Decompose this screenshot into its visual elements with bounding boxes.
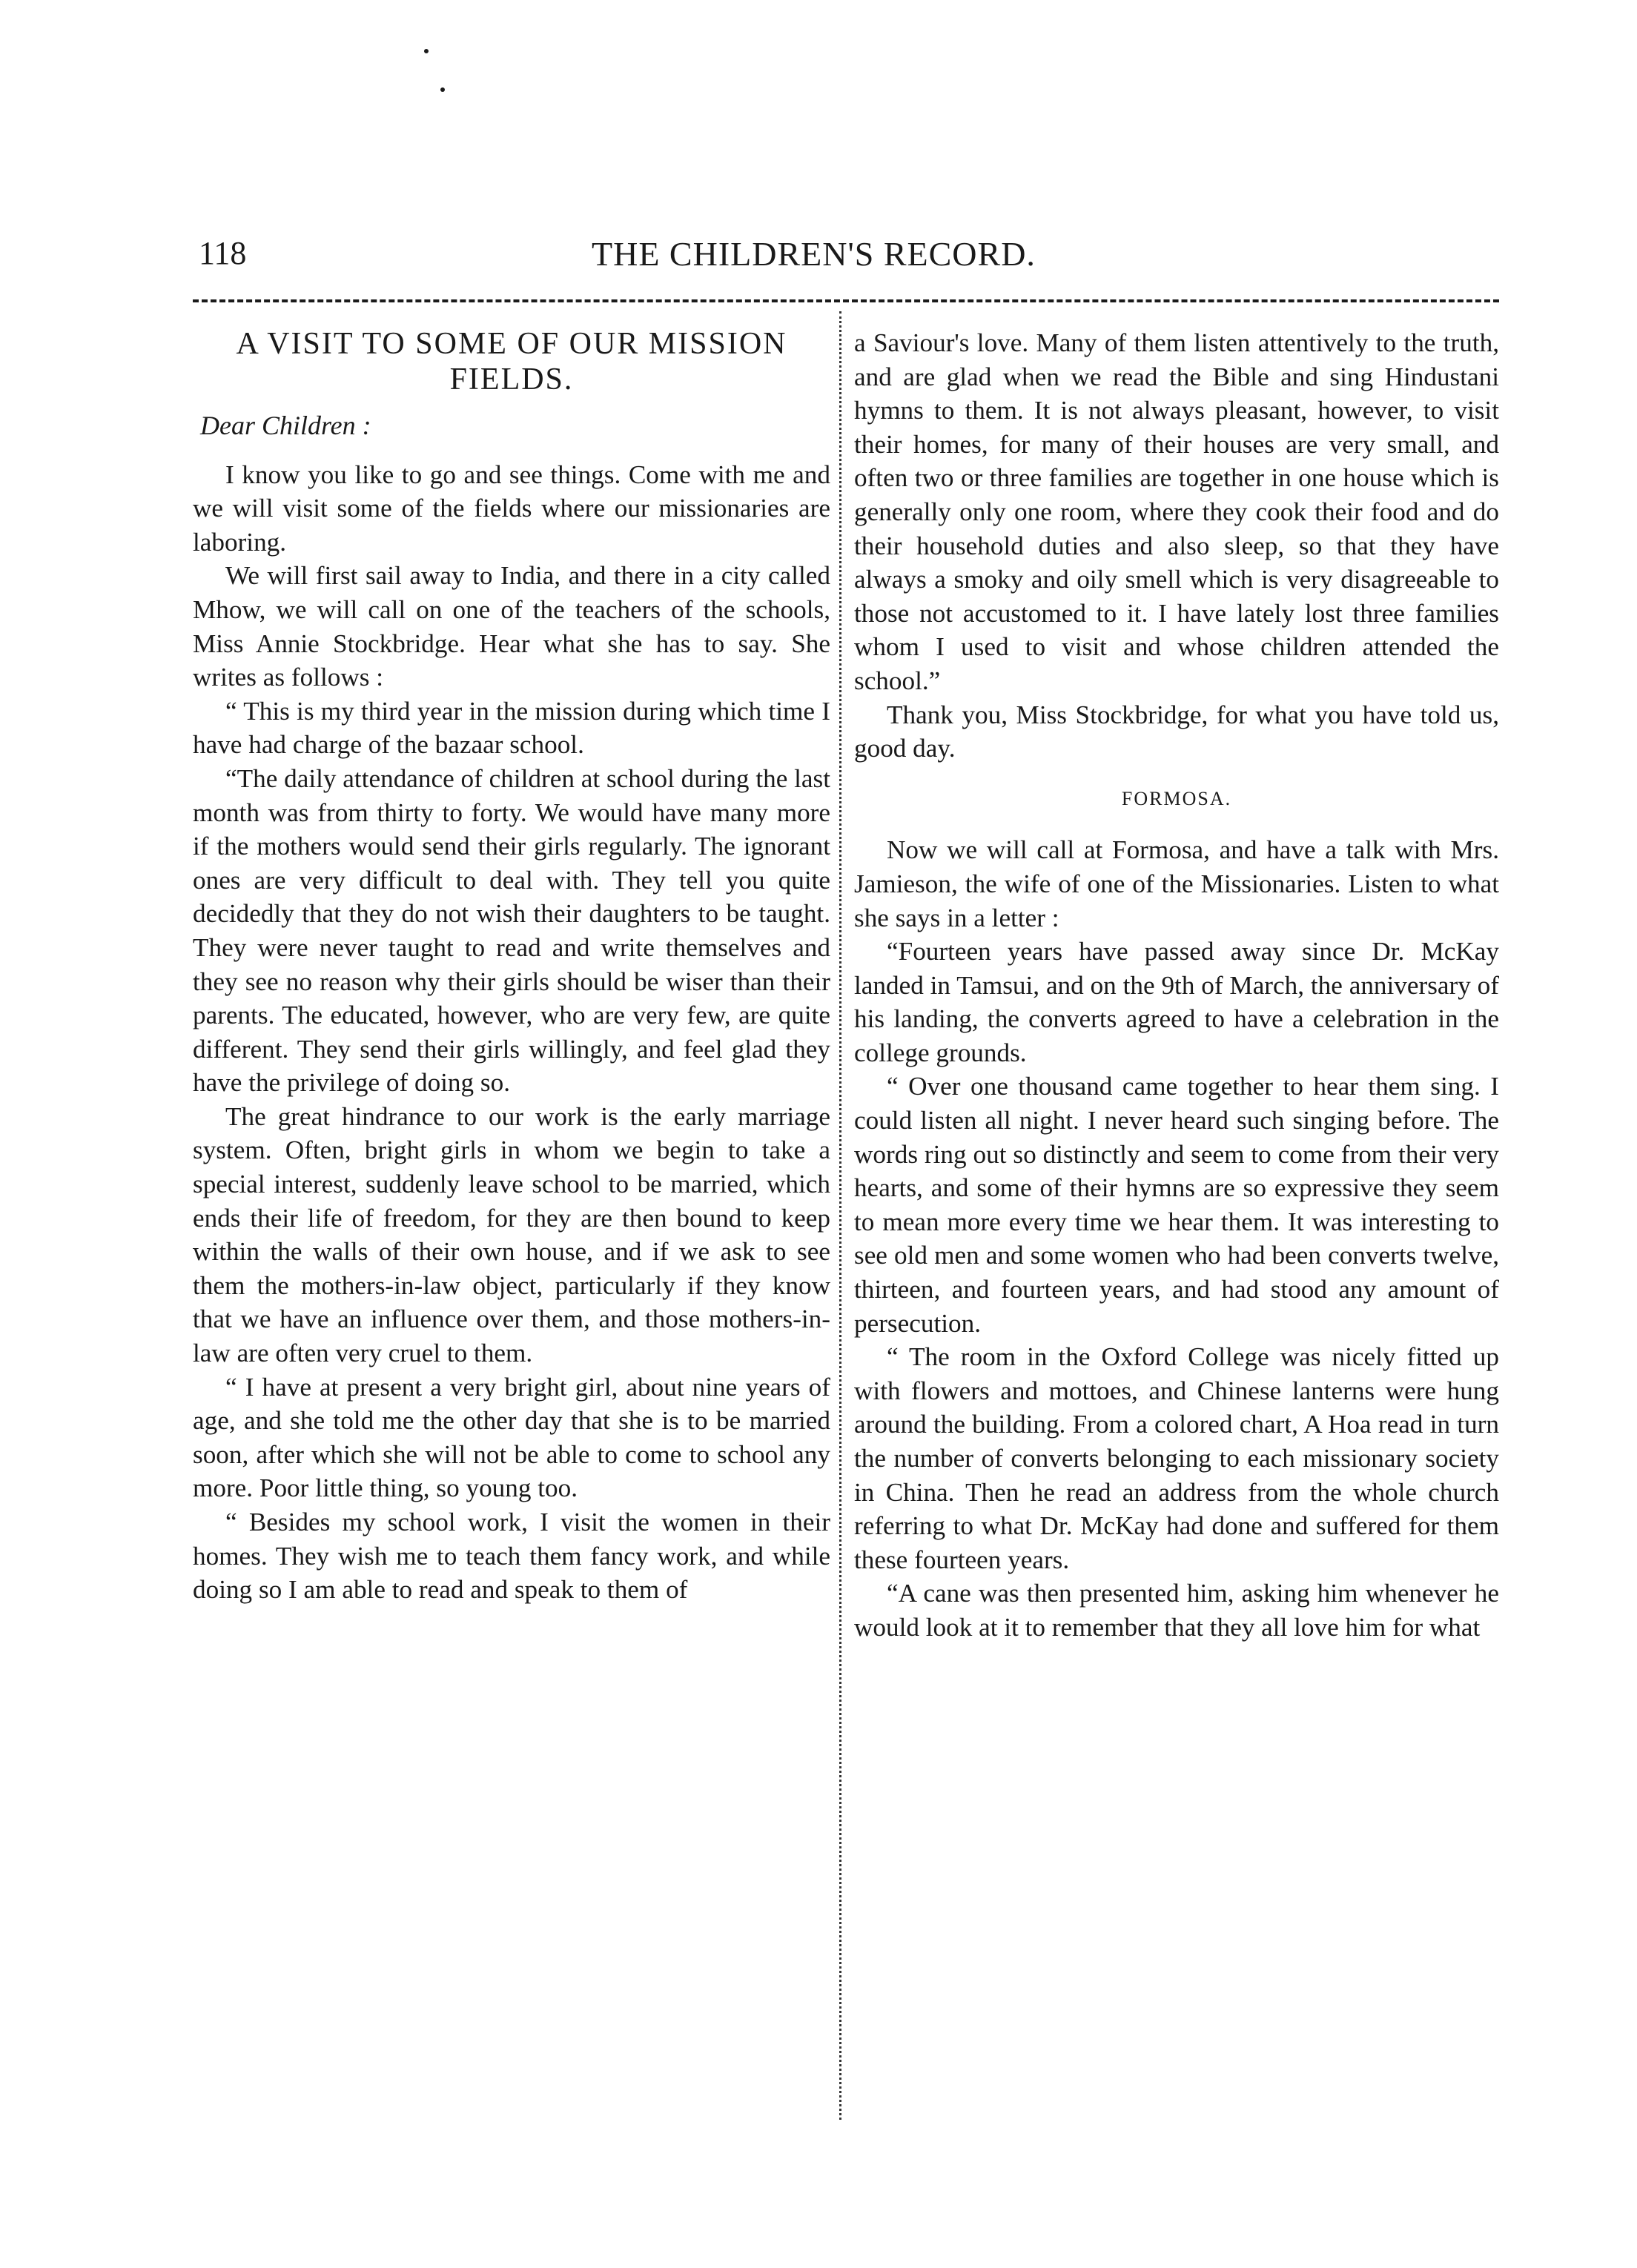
header-rule [193, 299, 1499, 302]
page-header [199, 234, 1504, 286]
page-number: 118 [199, 235, 247, 271]
paragraph: “ Besides my school work, I visit the women in their homes. They wish me to teach them fancy work, and while doing so I am able to read and speak to them of [193, 1508, 830, 1605]
section-heading-formosa: FORMOSA. [1121, 787, 1232, 809]
left-column [193, 326, 830, 1607]
paragraph: “ Over one thousand came together to hear them sing. I could listen all night. I never heard such singing before. The words ring out so distinctly and seem to come from their very hearts, and some of their hymns are so expressive they seem to mean more every time we hear them. It was interesting to see old men and some women who had been converts twelve, thirteen, and fourteen years, and had stood any amount of persecution. [854, 1072, 1499, 1338]
paragraph-continuation: a Saviour's love. Many of them listen attentively to the truth, and are glad when we read the Bible and sing Hindustani hymns to them. It is not always pleasant, however, to visit their homes, for many of their houses are very small, and often two or three families are together in one house which is generally only one room, where they cook their food and do their household duties and also sleep, so that they have always a smoky and oily smell which is very disagreeable to those not accustomed to it. I have lately lost three families whom I used to visit and whose children attended the school.” [854, 328, 1499, 695]
paragraph: “A cane was then presented him, asking him whenever he would look at it to remember that they all love him for what [854, 1579, 1499, 1642]
print-speck [424, 49, 429, 53]
print-speck [440, 87, 445, 92]
column-divider [839, 311, 841, 2120]
running-title: THE CHILDREN'S RECORD. [592, 235, 1036, 273]
paragraph: Thank you, Miss Stockbridge, for what you have told us, good day. [854, 700, 1499, 763]
paragraph: “The daily attendance of children at school during the last month was from thirty to forty. We would have many more if the mothers would send their girls regularly. The ignorant ones are very difficult to deal with. They tell you quite decidedly that they do not wish their daughters to be taught. They were never taught to read and write themselves and they see no reason why their girls should be wiser than their parents. The educated, however, who are very few, are quite different. They send their girls willingly, and feel glad they have the privilege of doing so. [193, 763, 830, 1098]
paragraph: We will first sail away to India, and there in a city called Mhow, we will call on one of the teachers of the schools, Miss Annie Stockbridge. Hear what she has to say. She writes as follows : [193, 561, 830, 692]
paragraph: “ I have at present a very bright girl, about nine years of age, and she told me the other day that she is to be married soon, after which she will not be able to come to school any more. Poor little thing, so young too. [193, 1372, 830, 1503]
paragraph: “ This is my third year in the mission during which time I have had charge of the bazaar school. [193, 696, 830, 760]
paragraph: “ The room in the Oxford College was nicely fitted up with flowers and mottoes, and Chinese lanterns were hung around the building. From a colored chart, A Hoa read in turn the number of converts belonging to each missionary society in China. Then he read an address from the whole church referring to what Dr. McKay had done and suffered for them these fourteen years. [854, 1342, 1499, 1574]
paragraph: The great hindrance to our work is the early marriage system. Often, bright girls in whom we begin to take a special interest, suddenly leave school to be married, which ends their life of freedom, for they are then bound to keep within the walls of their own house, and if we ask to see them the mothers-in-law object, particularly if they know that we have an influence over them, and those mothers-in-law are often very cruel to them. [193, 1101, 830, 1368]
article-title: A VISIT TO SOME OF OUR MISSION FIELDS. [236, 327, 787, 397]
paragraph: “Fourteen years have passed away since Dr. McKay landed in Tamsui, and on the 9th of March, the anniversary of his landing, the converts agreed to have a celebration in the college grounds. [854, 937, 1499, 1067]
paragraph: Now we will call at Formosa, and have a talk with Mrs. Jamieson, the wife of one of the Missionaries. Listen to what she says in a letter : [854, 835, 1499, 932]
right-column [854, 326, 1499, 1645]
paragraph: I know you like to go and see things. Come with me and we will visit some of the fields where our missionaries are laboring. [193, 460, 830, 557]
salutation: Dear Children : [200, 411, 371, 440]
